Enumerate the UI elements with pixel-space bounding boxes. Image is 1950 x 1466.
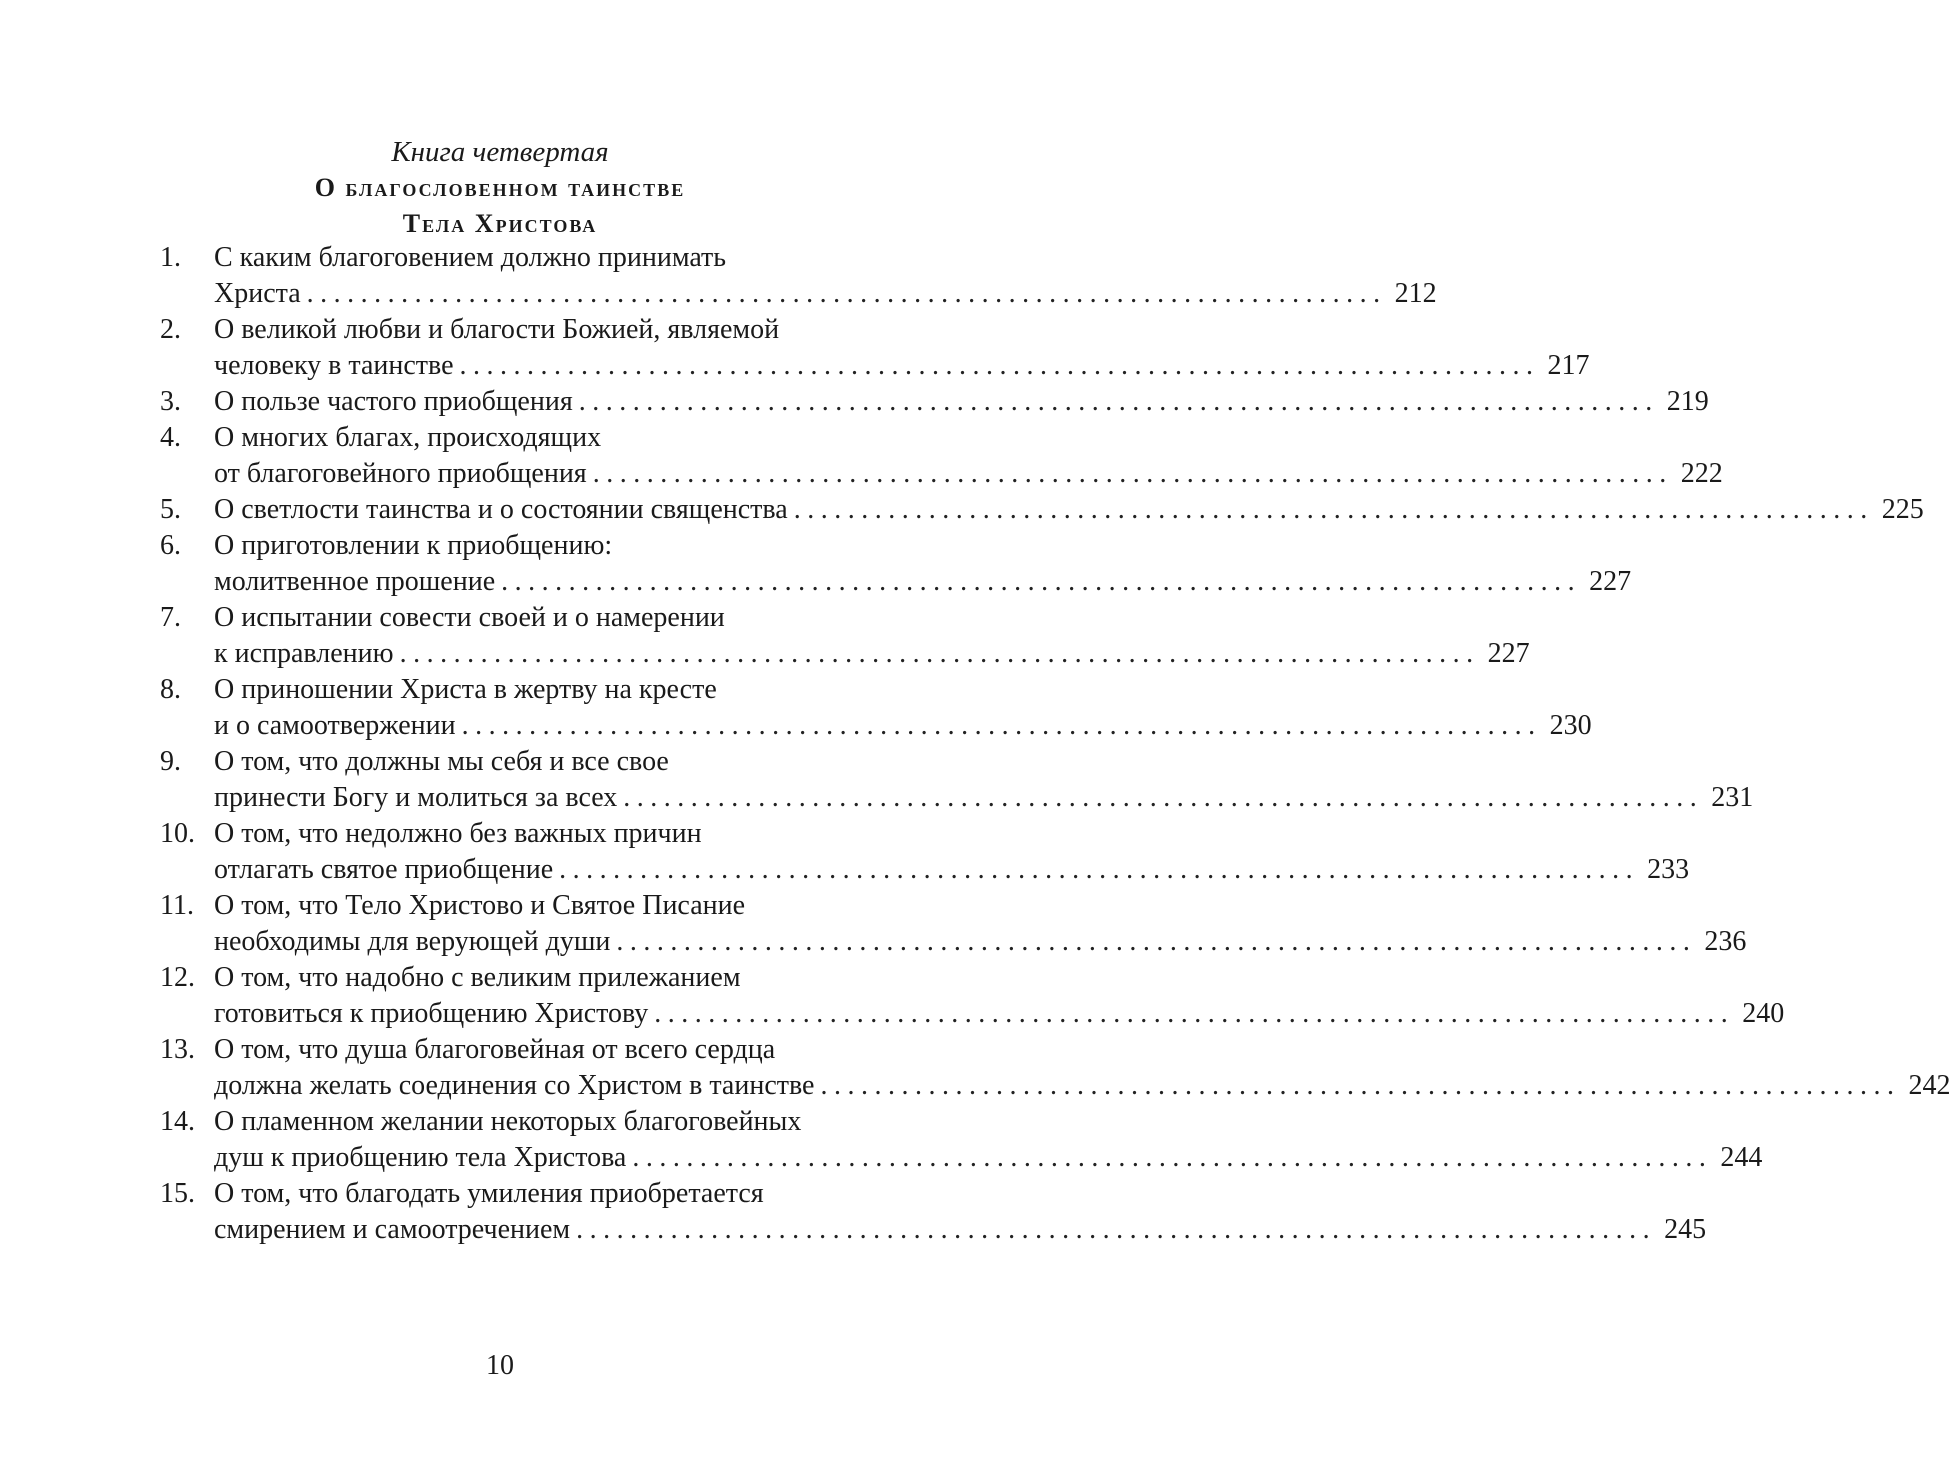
toc-entry-title-line: О приготовлении к приобщению:	[214, 530, 613, 561]
toc-entry	[0, 1104, 1763, 1176]
toc-entry-title-end: готовиться к приобщению Христову	[214, 998, 649, 1029]
toc-entry-final-line	[214, 276, 1437, 312]
toc-entry-title-end: к исправлению	[214, 638, 394, 669]
toc-entry-title-line: О том, что надобно с великим прилежанием	[214, 962, 741, 993]
toc-entry	[0, 960, 1785, 1032]
book-subtitle: Книга четвертая	[391, 136, 609, 168]
dot-leader: ................................................................................	[576, 1214, 1657, 1245]
dot-leader: ................................................................................	[399, 638, 1480, 669]
toc-entry-number: 4.	[160, 422, 181, 453]
toc-entry-final-line	[214, 456, 1723, 492]
toc-entry	[0, 816, 1690, 888]
toc-entry-title-line: О том, что недолжно без важных причин	[214, 818, 702, 849]
toc-entry-page-ref: 222	[1680, 458, 1723, 489]
toc-entry	[0, 528, 1632, 600]
toc-entry-page-ref: 240	[1742, 998, 1785, 1029]
toc-entry-title-end: О светлости таинства и о состоянии священства	[214, 494, 788, 525]
toc-entry-number: 13.	[160, 1034, 195, 1065]
toc-entry-number: 2.	[160, 314, 181, 345]
dot-leader: ................................................................................	[461, 710, 1542, 741]
toc-entry-title-line: О великой любви и благости Божией, являемой	[214, 314, 780, 345]
toc-entry-title-end: необходимы для верующей души	[214, 926, 611, 957]
dot-leader: ................................................................................	[632, 1142, 1713, 1173]
toc-entry-final-line	[214, 924, 1747, 960]
toc-entry-final-line	[214, 1140, 1763, 1176]
toc-entry-title-end: принести Богу и молиться за всех	[214, 782, 618, 813]
toc-entry-title-line: О пламенном желании некоторых благоговейных	[214, 1106, 802, 1137]
dot-leader: ................................................................................	[306, 278, 1387, 309]
toc-entry-number: 9.	[160, 746, 181, 777]
toc-entry-page-ref: 233	[1647, 854, 1690, 885]
toc-entry-page-ref: 236	[1704, 926, 1747, 957]
toc-entry	[0, 492, 1924, 528]
toc-entry-final-line	[214, 1212, 1707, 1248]
toc-entry-page-ref: 242	[1908, 1070, 1950, 1101]
toc-entry	[0, 744, 1754, 816]
toc-entry-title-line: О приношении Христа в жертву на кресте	[214, 674, 717, 705]
toc-entry-page-ref: 212	[1394, 278, 1437, 309]
toc-entry	[0, 672, 1592, 744]
toc-entry	[0, 1032, 1950, 1104]
toc-entry-final-line	[214, 492, 1924, 528]
toc-entry-number: 5.	[160, 494, 181, 525]
toc-entry-page-ref: 230	[1549, 710, 1592, 741]
toc-entry	[0, 384, 1709, 420]
toc-entry-title-end: отлагать святое приобщение	[214, 854, 554, 885]
dot-leader: ................................................................................	[459, 350, 1540, 381]
toc-entry-title-line: О том, что Тело Христово и Святое Писание	[214, 890, 746, 921]
toc-entry-page-ref: 245	[1664, 1214, 1707, 1245]
toc-entry-final-line	[214, 708, 1592, 744]
toc-entry-final-line	[214, 1068, 1950, 1104]
dot-leader: ................................................................................	[623, 782, 1704, 813]
toc-entry	[0, 1176, 1707, 1248]
toc-entry-title-line: О многих благах, происходящих	[214, 422, 602, 453]
toc-entry-final-line	[214, 348, 1590, 384]
toc-entry-title-line: О испытании совести своей и о намерении	[214, 602, 725, 633]
toc-entry-page-ref: 244	[1720, 1142, 1763, 1173]
toc-entry-number: 14.	[160, 1106, 195, 1137]
dot-leader: ................................................................................	[578, 386, 1659, 417]
toc-entry-number: 15.	[160, 1178, 195, 1209]
toc-entry-number: 10.	[160, 818, 195, 849]
toc-entry-page-ref: 227	[1589, 566, 1632, 597]
toc-entry-title-end: Христа	[214, 278, 301, 309]
toc-entry-final-line	[214, 852, 1690, 888]
toc-entry-title-end: и о самоотвержении	[214, 710, 456, 741]
table-of-contents	[0, 240, 1950, 1248]
toc-entry-number: 7.	[160, 602, 181, 633]
toc-entry-number: 12.	[160, 962, 195, 993]
toc-entry-title-end: молитвенное прошение	[214, 566, 496, 597]
toc-entry-title-end: от благоговейного приобщения	[214, 458, 587, 489]
section-title-line-2: Тела Христова	[402, 209, 598, 238]
dot-leader: ................................................................................	[654, 998, 1735, 1029]
toc-entry-title-line: С каким благоговением должно принимать	[214, 242, 727, 273]
toc-entry-title-line: О том, что благодать умиления приобретается	[214, 1178, 764, 1209]
toc-entry-page-ref: 231	[1711, 782, 1754, 813]
toc-entry-title-end: смирением и самоотречением	[214, 1214, 571, 1245]
toc-entry-page-ref: 217	[1547, 350, 1590, 381]
toc-entry-final-line	[214, 780, 1754, 816]
toc-entry-page-ref: 227	[1487, 638, 1530, 669]
toc-entry	[0, 600, 1530, 672]
dot-leader: ................................................................................	[616, 926, 1697, 957]
dot-leader: ................................................................................	[592, 458, 1673, 489]
toc-entry-title-end: человеку в таинстве	[214, 350, 454, 381]
toc-entry	[0, 312, 1590, 384]
toc-entry-title-line: О том, что должны мы себя и все свое	[214, 746, 669, 777]
toc-entry	[0, 240, 1437, 312]
toc-entry-final-line	[214, 384, 1709, 420]
dot-leader: ................................................................................	[820, 1070, 1901, 1101]
page-number: 10	[486, 1350, 514, 1381]
toc-entry-title-end: О пользе частого приобщения	[214, 386, 573, 417]
toc-entry-number: 1.	[160, 242, 181, 273]
dot-leader: ................................................................................	[559, 854, 1640, 885]
toc-entry	[0, 420, 1723, 492]
toc-entry-title-end: должна желать соединения со Христом в таинстве	[214, 1070, 815, 1101]
toc-entry-number: 6.	[160, 530, 181, 561]
toc-entry-title-end: душ к приобщению тела Христова	[214, 1142, 627, 1173]
toc-entry	[0, 888, 1747, 960]
dot-leader: ................................................................................	[793, 494, 1874, 525]
toc-entry-number: 3.	[160, 386, 181, 417]
toc-entry-number: 8.	[160, 674, 181, 705]
toc-entry-final-line	[214, 996, 1785, 1032]
toc-entry-number: 11.	[160, 890, 194, 921]
dot-leader: ................................................................................	[501, 566, 1582, 597]
toc-entry-page-ref: 219	[1666, 386, 1709, 417]
toc-entry-page-ref: 225	[1881, 494, 1924, 525]
toc-entry-title-line: О том, что душа благоговейная от всего сердца	[214, 1034, 776, 1065]
toc-entry-final-line	[214, 564, 1632, 600]
toc-entry-final-line	[214, 636, 1530, 672]
section-title-line-1: О благословенном таинстве	[314, 173, 686, 202]
